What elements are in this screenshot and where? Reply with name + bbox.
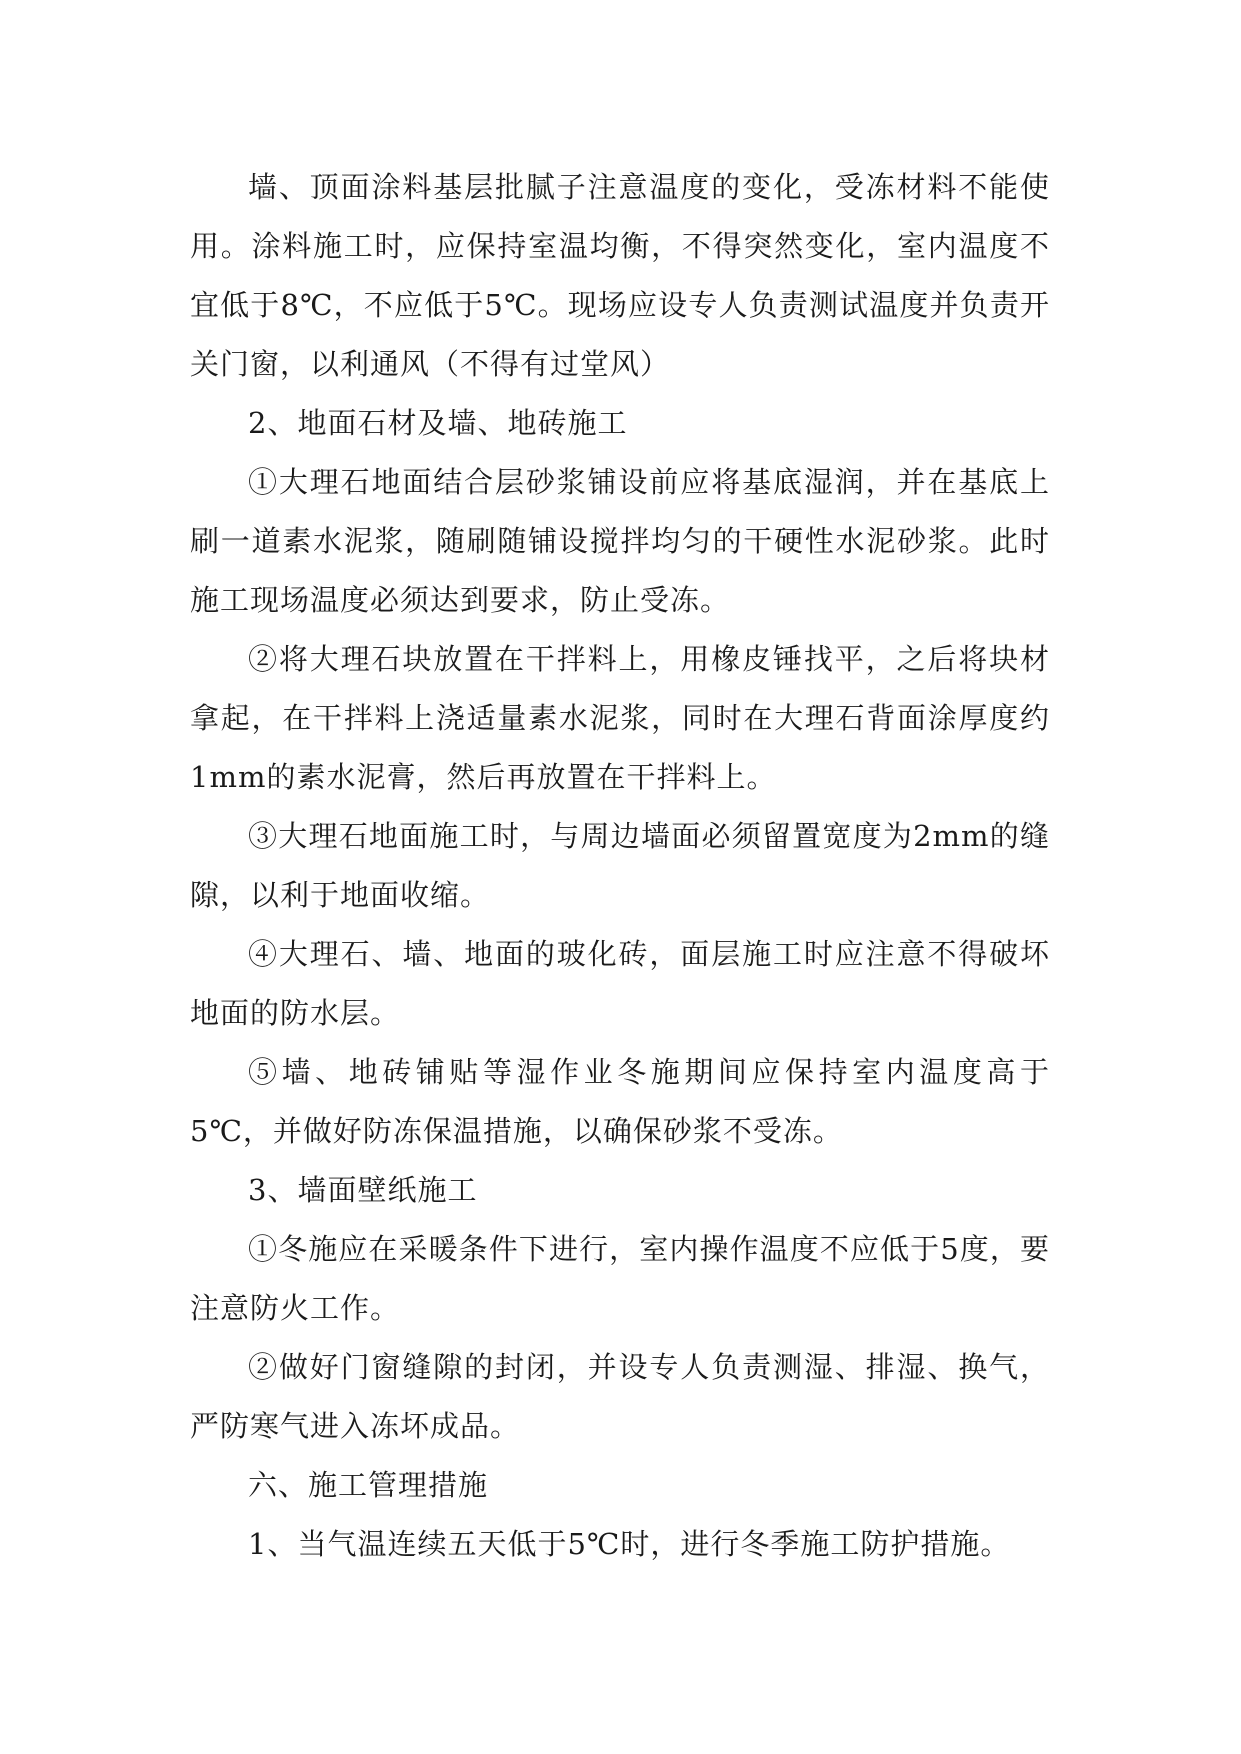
paragraph-wallpaper-item-2: ②做好门窗缝隙的封闭，并设专人负责测湿、排湿、换气，严防寒气进入冻坏成品。 bbox=[190, 1350, 1050, 1443]
paragraph-marble-item-5: ⑤墙、地砖铺贴等湿作业冬施期间应保持室内温度高于5℃，并做好防冻保温措施，以确保砂浆不受冻。 bbox=[190, 1055, 1050, 1148]
heading-floor-stone-and-tile: 2、地面石材及墙、地砖施工 bbox=[248, 406, 628, 440]
paragraph-wallpaper-item-1: ①冬施应在采暖条件下进行，室内操作温度不应低于5度，要注意防火工作。 bbox=[190, 1232, 1050, 1325]
paragraph-marble-item-1: ①大理石地面结合层砂浆铺设前应将基底湿润，并在基底上刷一道素水泥浆，随刷随铺设搅拌均匀的干硬性水泥砂浆。此时施工现场温度必须达到要求，防止受冻。 bbox=[190, 465, 1050, 617]
document-body bbox=[190, 158, 1050, 1574]
paragraph-marble-item-4: ④大理石、墙、地面的玻化砖，面层施工时应注意不得破坏地面的防水层。 bbox=[190, 937, 1050, 1030]
paragraph-marble-item-2: ②将大理石块放置在干拌料上，用橡皮锤找平，之后将块材拿起，在干拌料上浇适量素水泥浆，同时在大理石背面涂厚度约1mm的素水泥膏，然后再放置在干拌料上。 bbox=[190, 642, 1050, 794]
heading-management-measures: 六、施工管理措施 bbox=[248, 1468, 489, 1502]
paragraph-marble-item-3: ③大理石地面施工时，与周边墙面必须留置宽度为2mm的缝隙，以利于地面收缩。 bbox=[190, 819, 1050, 912]
paragraph-management-item-1: 1、当气温连续五天低于5℃时，进行冬季施工防护措施。 bbox=[248, 1527, 1011, 1561]
paragraph-wall-ceiling-coating: 墙、顶面涂料基层批腻子注意温度的变化，受冻材料不能使用。涂料施工时，应保持室温均衡，不得突然变化，室内温度不宜低于8℃，不应低于5℃。现场应设专人负责测试温度并负责开关门窗，以利通风（不得有过堂风） bbox=[190, 170, 1050, 381]
heading-wallpaper: 3、墙面壁纸施工 bbox=[248, 1173, 478, 1207]
